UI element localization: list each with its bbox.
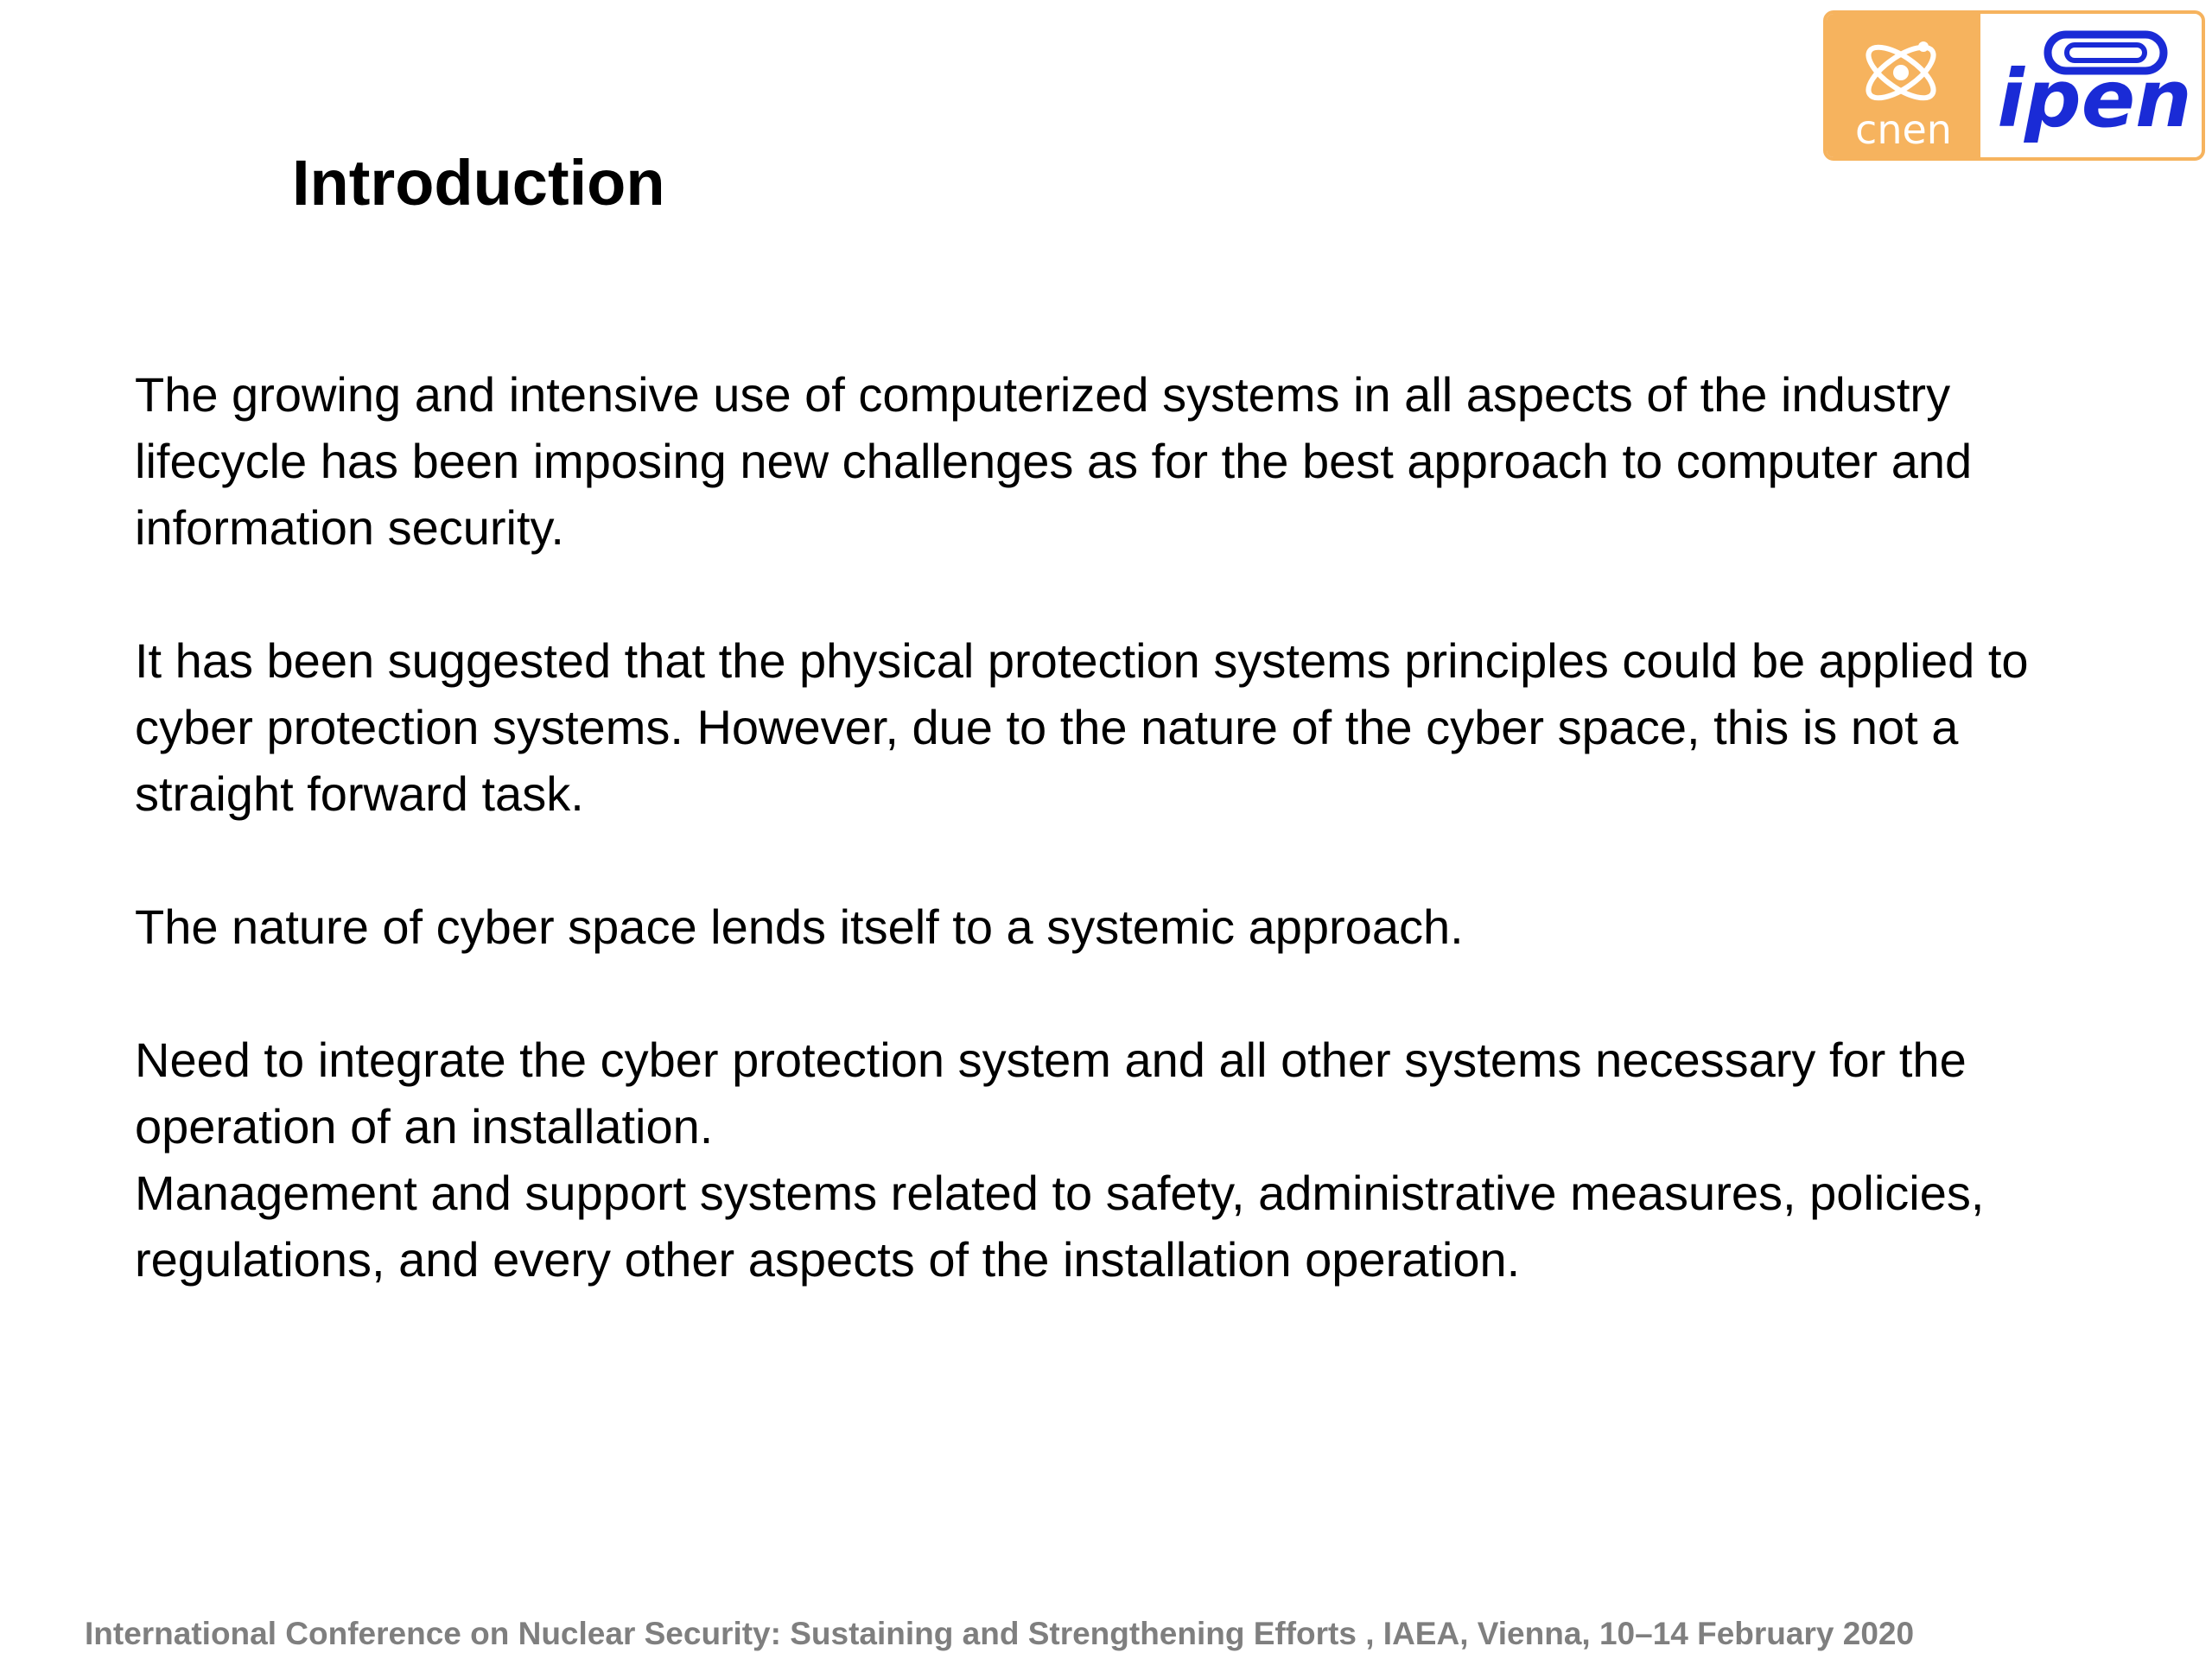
cnen-ipen-logo bbox=[1823, 10, 2205, 161]
cnen-logo bbox=[1827, 14, 1980, 157]
paragraph-systemic-approach: The nature of cyber space lends itself to a systemic approach. bbox=[135, 899, 1464, 954]
paragraph-integration-need: Need to integrate the cyber protection system and all other systems necessary for the operation of an installation. bbox=[135, 1033, 1967, 1154]
ipen-logo-text: ipen bbox=[1997, 53, 2192, 145]
conference-footer: International Conference on Nuclear Security: Sustaining and Strengthening Efforts , IAEA, Vienna, 10–14 February 2020 bbox=[85, 1616, 1915, 1651]
ipen-ring-icon bbox=[1980, 14, 2202, 161]
slide-title: Introduction bbox=[292, 147, 665, 219]
ipen-logo bbox=[1980, 14, 2202, 157]
paragraph-computerized-systems: The growing and intensive use of computerized systems in all aspects of the industry lifecycle has been imposing new challenges as for the best approach to computer and information security. bbox=[135, 367, 1973, 555]
paragraph-management-support: Management and support systems related to safety, administrative measures, policies, regulations, and every other aspects of the installation operation. bbox=[135, 1166, 1985, 1287]
cnen-logo-text: cnen bbox=[1855, 106, 1952, 153]
cnen-atom-icon bbox=[1827, 14, 1980, 161]
slide-body bbox=[135, 361, 2122, 1293]
paragraph-physical-protection: It has been suggested that the physical protection systems principles could be applied to cyber protection systems. However, due to the nature of the cyber space, this is not a straight forward task. bbox=[135, 633, 2029, 821]
